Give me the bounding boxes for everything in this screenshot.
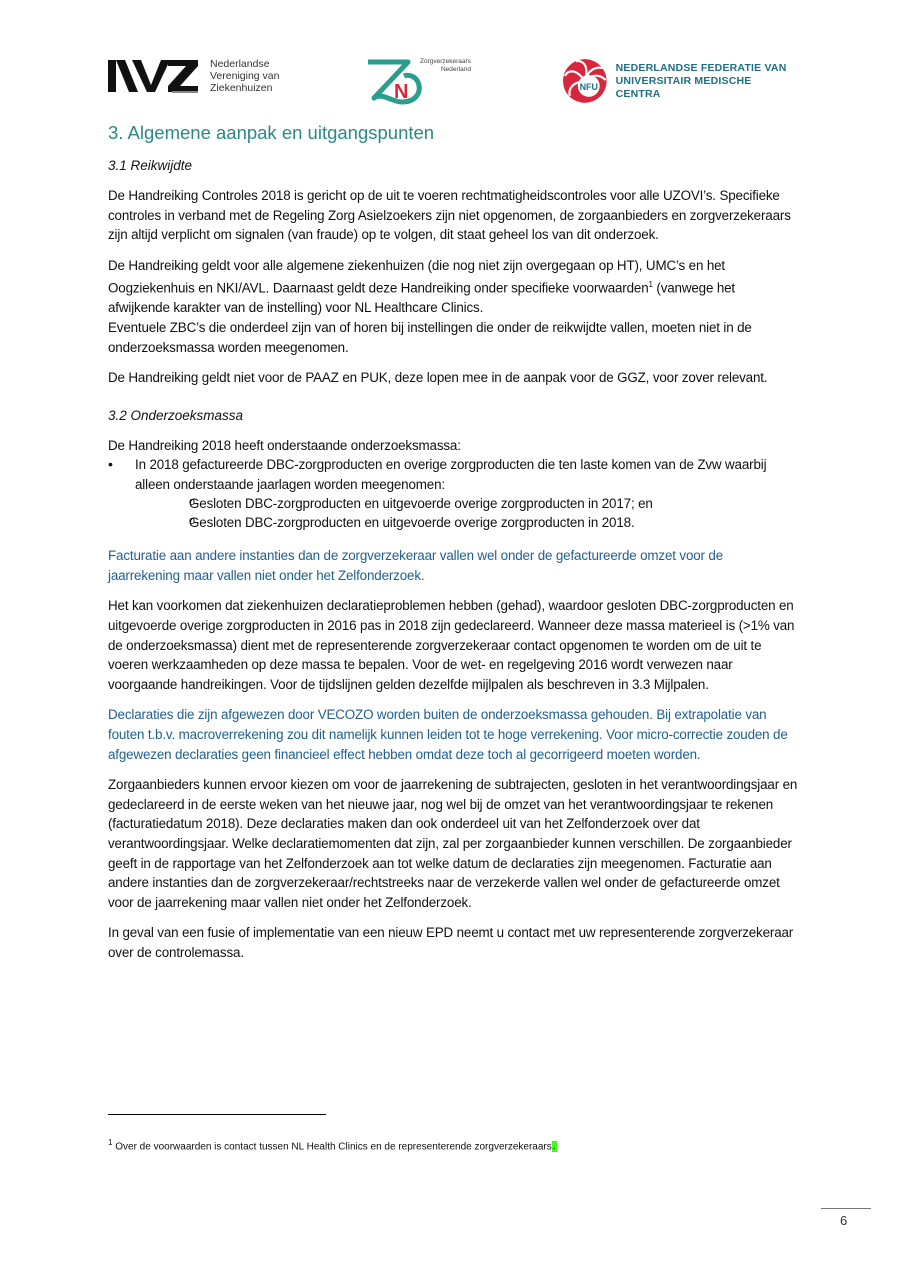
list-item: o Gesloten DBC-zorgproducten en uitgevoerde overige zorgproducten in 2018. (162, 513, 798, 532)
paragraph: Eventuele ZBC’s die onderdeel zijn van of horen bij instellingen die onder de reikwijdte vallen, moeten niet in de onderzoeksmassa worden meegenomen. (108, 320, 752, 355)
nvz-logo (108, 58, 279, 94)
paragraph: Het kan voorkomen dat ziekenhuizen declaratieproblemen hebben (gehad), waardoor gesloten DBC-zorgproducten en uitgevoerde overige zorgproducten in 2016 pas in 2018 zijn gedeclareerd. Wanneer deze massa materieel is (>1% van de onderzoeksmassa) dient met de representerende zorgverzekeraar contact opgenomen te worden om de uit te voeren werkzaamheden op deze massa te bepalen. Voor de wet- en regelgeving 2016 wordt verwezen naar voorgaande handreikingen. Voor de tijdslijnen gelden dezelfde mijlpalen als beschreven in 3.3 Mijlpalen. (108, 598, 795, 692)
sub-bullet-list (135, 494, 798, 532)
paragraph: De Handreiking geldt voor alle algemene ziekenhuizen (die nog niet zijn overgegaan op HT), UMC’s en het Oogziekenhuis en NKI/AVL. Daarnaast geldt deze Handreiking onder specifieke voorwaarden$^1$ (vanwege het afwijkende karakter van de instelling) voor NL Healthcare Clinics. (108, 257, 735, 316)
nfu-logo-text: NEDERLANDSE FEDERATIE VAN UNIVERSITAIR MEDISCHE CENTRA (615, 61, 787, 100)
paragraph: De Handreiking 2018 heeft onderstaande onderzoeksmassa: (108, 437, 461, 453)
list-item: o Gesloten DBC-zorgproducten en uitgevoerde overige zorgproducten in 2017; en (162, 494, 798, 513)
blue-note-paragraph: Declaraties die zijn afgewezen door VECOZO worden buiten de onderzoeksmassa gehouden. Bij extrapolatie van fouten t.b.v. macroverrekening zou dit namelijk kunnen leiden tot te hoge verrekening. Voor micro-correctie zouden de afgewezen declaraties geen financieel effect hebben omdat deze toch al gecorrigeerd moeten worden. (108, 707, 788, 762)
svg-text:NFU: NFU (579, 81, 598, 92)
highlighted-mark: . (552, 1141, 556, 1153)
document-body (108, 116, 798, 974)
paragraph: De Handreiking Controles 2018 is gericht op de uit te voeren rechtmatigheidscontroles voor alle UZOVI’s. Specifieke controles in verband met de Regeling Zorg Asielzoekers zijn niet opgenomen, de zorgaanbieders en zorgverzekeraars zijn altijd verplicht om signalen (van fraude) op te volgen, dit staat geheel los van dit onderzoek. (108, 188, 791, 243)
nfu-logo (562, 58, 798, 104)
paragraph: Zorgaanbieders kunnen ervoor kiezen om voor de jaarrekening de subtrajecten, gesloten in het verantwoordingsjaar en gedeclareerd in de eerste weken van het nieuwe jaar, nog wel bij de omzet van het verantwoordingsjaar te rekenen (facturatiedatum 2018). Deze declaraties maken dan ook onderdeel uit van het Zelfonderzoek over dat verantwoordingsjaar. Welke declaratiemomenten dat zijn, zal per zorgaanbieder kunnen verschillen. De zorgaanbieder geeft in de rapportage van het Zelfonderzoek aan tot welke datum de declaraties zijn meegenomen. Facturatie aan andere instanties dan de zorgverzekeraar/rechtstreeks naar de verzekerde vallen wel onder de gefactureerde omzet voor de jaarrekening maar vallen niet onder het Zelfonderzoek. (108, 777, 798, 910)
header-logos (108, 56, 798, 106)
page-number: 6 (840, 1213, 848, 1228)
footnote: $^1$ Over de voorwaarden is contact tussen NL Health Clinics en de representerende zorgverzekeraars. (108, 1138, 556, 1153)
zn-logo (364, 56, 494, 108)
svg-text:N: N (394, 81, 409, 103)
paragraph: In geval van een fusie of implementatie van een nieuw EPD neemt u contact met uw representerende zorgverzekeraar over de controlemassa. (108, 925, 794, 960)
blue-note-paragraph: Facturatie aan andere instanties dan de zorgverzekeraar vallen wel onder de gefactureerde omzet voor de jaarrekening maar vallen niet onder het Zelfonderzoek. (108, 548, 724, 583)
list-item: • In 2018 gefactureerde DBC-zorgproducten en overige zorgproducten die ten laste komen van de Zvw waarbij alleen onderstaande jaarlagen worden meegenomen: o Gesloten DBC-zorgproducten en uitgevoerde overige zorgproducten in 2017; en o Gesloten DBC-zorgproducten en uitgevoerde overige zorgproducten in 2018. (108, 455, 798, 532)
nvz-logo-text: Nederlandse Vereniging van Ziekenhuizen (210, 58, 280, 94)
paragraph: De Handreiking geldt niet voor de PAAZ en PUK, deze lopen mee in de aanpak voor de GGZ, voor zover relevant. (108, 370, 768, 386)
page-number-rule (821, 1208, 871, 1209)
footnote-separator (108, 1114, 326, 1115)
nfu-logo-mark-icon (562, 58, 608, 104)
subsection-title-reikwijdte: 3.1 Reikwijdte (108, 158, 193, 173)
section-title: 3. Algemene aanpak en uitgangspunten (108, 122, 435, 143)
bullet-list (108, 455, 798, 532)
nvz-logo-mark-icon (108, 58, 200, 94)
footnote-ref[interactable]: 1 (648, 280, 653, 290)
zn-logo-text: Zorgverzekeraars Nederland (420, 58, 471, 73)
subsection-title-onderzoeksmassa: 3.2 Onderzoeksmassa (108, 407, 244, 423)
zn-logo-mark-icon (364, 58, 426, 108)
